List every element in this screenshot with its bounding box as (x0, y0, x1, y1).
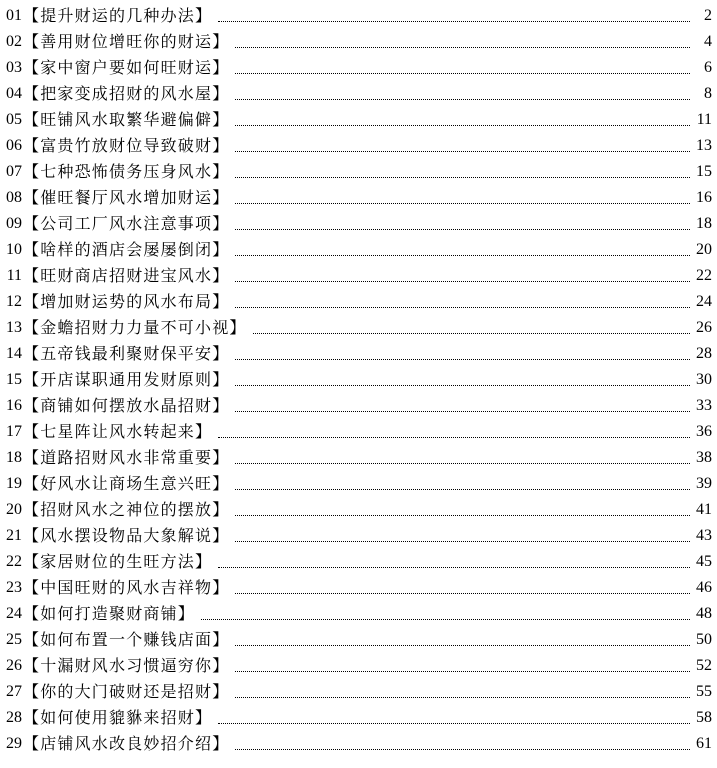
toc-entry[interactable] (0, 598, 717, 624)
dot-leader (235, 671, 690, 672)
toc-entry[interactable] (0, 234, 717, 260)
toc-entry-number: 09 (6, 215, 22, 232)
toc-entry-number: 16 (6, 397, 22, 414)
dot-leader (235, 125, 690, 126)
toc-entry-number: 02 (6, 33, 22, 50)
toc-entry-title: 【商铺如何摆放水晶招财】 (23, 396, 230, 415)
dot-leader (235, 255, 690, 256)
toc-entry[interactable] (0, 338, 717, 364)
dot-leader (235, 307, 690, 308)
dot-leader (235, 749, 690, 750)
dot-leader (201, 619, 690, 620)
toc-entry[interactable] (0, 442, 717, 468)
toc-entry[interactable] (0, 390, 717, 416)
toc-entry-title: 【七种恐怖债务压身风水】 (23, 162, 230, 181)
toc-entry-page-number: 52 (696, 657, 712, 674)
toc-entry[interactable] (0, 78, 717, 104)
toc-entry-title: 【店铺风水改良妙招介绍】 (23, 734, 230, 753)
toc-entry-page-number: 13 (696, 137, 712, 154)
toc-entry-page-number: 24 (696, 293, 712, 310)
toc-entry-number: 21 (6, 527, 22, 544)
toc-entry-page-number: 11 (696, 111, 712, 128)
dot-leader (253, 333, 690, 334)
toc-entry-title: 【开店谋职通用发财原则】 (23, 370, 230, 389)
toc-entry[interactable] (0, 208, 717, 234)
toc-entry-page-number: 2 (704, 7, 712, 24)
toc-entry-page-number: 20 (696, 241, 712, 258)
toc-entry-page-number: 6 (704, 59, 712, 76)
toc-entry-page-number: 16 (696, 189, 712, 206)
toc-entry-title: 【催旺餐厅风水增加财运】 (23, 188, 230, 207)
toc-entry-title: 【风水摆设物品大象解说】 (23, 526, 230, 545)
dot-leader (235, 593, 690, 594)
dot-leader (235, 99, 690, 100)
dot-leader (235, 359, 690, 360)
toc-entry[interactable] (0, 260, 717, 286)
toc-entry-number: 20 (6, 501, 22, 518)
toc-entry-title: 【七星阵让风水转起来】 (23, 422, 213, 441)
toc-entry[interactable] (0, 52, 717, 78)
toc-entry-title: 【富贵竹放财位导致破财】 (23, 136, 230, 155)
toc-entry[interactable] (0, 182, 717, 208)
toc-entry[interactable] (0, 494, 717, 520)
toc-entry[interactable] (0, 364, 717, 390)
toc-entry-number: 11 (6, 267, 22, 284)
toc-entry-page-number: 38 (696, 449, 712, 466)
toc-entry-page-number: 33 (696, 397, 712, 414)
toc-entry-title: 【提升财运的几种办法】 (23, 6, 213, 25)
dot-leader (235, 515, 690, 516)
dot-leader (235, 281, 690, 282)
dot-leader (235, 697, 690, 698)
toc-entry[interactable] (0, 728, 717, 754)
toc-entry-title: 【家中窗户要如何旺财运】 (23, 58, 230, 77)
toc-entry-page-number: 22 (696, 267, 712, 284)
dot-leader (218, 21, 690, 22)
toc-entry-page-number: 28 (696, 345, 712, 362)
toc-entry-number: 08 (6, 189, 22, 206)
toc-entry-page-number: 8 (704, 85, 712, 102)
dot-leader (235, 229, 690, 230)
dot-leader (235, 645, 690, 646)
dot-leader (235, 151, 690, 152)
toc-entry-title: 【如何布置一个赚钱店面】 (23, 630, 230, 649)
dot-leader (235, 489, 690, 490)
dot-leader (235, 463, 690, 464)
toc-entry-number: 23 (6, 579, 22, 596)
toc-entry-number: 01 (6, 7, 22, 24)
toc-entry-page-number: 45 (696, 553, 712, 570)
toc-entry-title: 【增加财运势的风水布局】 (23, 292, 230, 311)
toc-entry-page-number: 39 (696, 475, 712, 492)
toc-entry-page-number: 61 (696, 735, 712, 752)
toc-entry-number: 26 (6, 657, 22, 674)
dot-leader (235, 177, 690, 178)
toc-entry-number: 10 (6, 241, 22, 258)
toc-entry-number: 18 (6, 449, 22, 466)
toc-entry-title: 【善用财位增旺你的财运】 (23, 32, 230, 51)
toc-entry-number: 03 (6, 59, 22, 76)
toc-entry-title: 【五帝钱最利聚财保平安】 (23, 344, 230, 363)
toc-entry-title: 【十漏财风水习惯逼穷你】 (23, 656, 230, 675)
toc-entry-title: 【金蟾招财力力量不可小视】 (23, 318, 247, 337)
dot-leader (235, 541, 690, 542)
toc-entry-title: 【如何打造聚财商铺】 (23, 604, 196, 623)
toc-entry-number: 14 (6, 345, 22, 362)
toc-entry-number: 13 (6, 319, 22, 336)
toc-entry-title: 【旺财商店招财进宝风水】 (23, 266, 230, 285)
toc-entry-page-number: 46 (696, 579, 712, 596)
toc-entry[interactable] (0, 130, 717, 156)
dot-leader (218, 567, 690, 568)
toc-entry[interactable] (0, 520, 717, 546)
dot-leader (218, 437, 690, 438)
toc-entry-title: 【啥样的酒店会屡屡倒闭】 (23, 240, 230, 259)
toc-entry[interactable] (0, 0, 717, 26)
toc-entry-page-number: 50 (696, 631, 712, 648)
toc-entry-number: 24 (6, 605, 22, 622)
toc-entry-title: 【招财风水之神位的摆放】 (23, 500, 230, 519)
toc-entry[interactable] (0, 572, 717, 598)
toc-entry-page-number: 48 (696, 605, 712, 622)
toc-entry-title: 【旺铺风水取繁华避偏僻】 (23, 110, 230, 129)
toc-entry-number: 25 (6, 631, 22, 648)
toc-entry[interactable] (0, 312, 717, 338)
toc-entry-number: 27 (6, 683, 22, 700)
toc-entry-number: 29 (6, 735, 22, 752)
toc-entry-number: 19 (6, 475, 22, 492)
dot-leader (235, 47, 690, 48)
toc-entry-number: 07 (6, 163, 22, 180)
toc-entry-page-number: 26 (696, 319, 712, 336)
toc-entry-title: 【你的大门破财还是招财】 (23, 682, 230, 701)
dot-leader (218, 723, 690, 724)
toc-entry[interactable] (0, 26, 717, 52)
toc-entry-title: 【道路招财风水非常重要】 (23, 448, 230, 467)
toc-entry-page-number: 43 (696, 527, 712, 544)
toc-entry-number: 04 (6, 85, 22, 102)
toc-entry-number: 15 (6, 371, 22, 388)
toc-entry-title: 【公司工厂风水注意事项】 (23, 214, 230, 233)
dot-leader (235, 203, 690, 204)
toc-entry[interactable] (0, 156, 717, 182)
toc-entry-page-number: 30 (696, 371, 712, 388)
toc-entry-page-number: 15 (696, 163, 712, 180)
toc-entry[interactable] (0, 676, 717, 702)
toc-entry[interactable] (0, 702, 717, 728)
toc-entry-page-number: 55 (696, 683, 712, 700)
toc-entry[interactable] (0, 416, 717, 442)
toc-entry-page-number: 4 (704, 33, 712, 50)
dot-leader (235, 411, 690, 412)
toc-entry-title: 【把家变成招财的风水屋】 (23, 84, 230, 103)
toc-entry-page-number: 36 (696, 423, 712, 440)
toc-entry[interactable] (0, 546, 717, 572)
toc-entry-number: 06 (6, 137, 22, 154)
toc-entry[interactable] (0, 624, 717, 650)
toc-entry-page-number: 58 (696, 709, 712, 726)
dot-leader (235, 73, 690, 74)
toc-entry-page-number: 41 (696, 501, 712, 518)
toc-entry-number: 05 (6, 111, 22, 128)
toc-entry-page-number: 18 (696, 215, 712, 232)
toc-entry-number: 12 (6, 293, 22, 310)
toc-entry-title: 【好风水让商场生意兴旺】 (23, 474, 230, 493)
dot-leader (235, 385, 690, 386)
toc-entry[interactable] (0, 650, 717, 676)
toc-entry-number: 17 (6, 423, 22, 440)
toc-entry-number: 28 (6, 709, 22, 726)
toc-entry[interactable] (0, 104, 717, 130)
toc-entry[interactable] (0, 286, 717, 312)
toc-entry-title: 【家居财位的生旺方法】 (23, 552, 213, 571)
toc-entry-title: 【中国旺财的风水吉祥物】 (23, 578, 230, 597)
toc-entry-number: 22 (6, 553, 22, 570)
toc-entry[interactable] (0, 468, 717, 494)
toc-entry-title: 【如何使用貔貅来招财】 (23, 708, 213, 727)
